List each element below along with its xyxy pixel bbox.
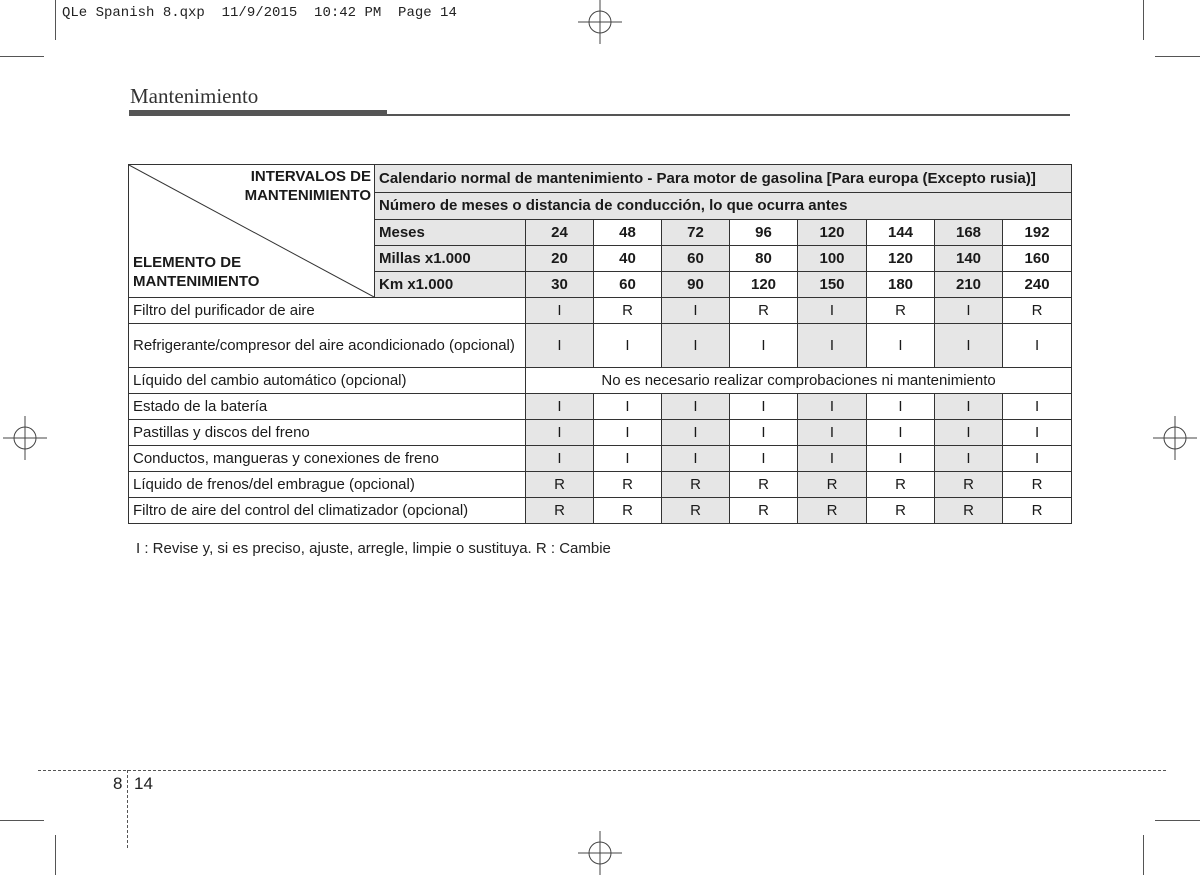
item-action: I [935,420,1003,446]
item-action: I [594,420,662,446]
item-action: I [526,394,594,420]
title-rule-thin [387,114,1070,116]
interval-value: 144 [867,220,935,246]
interval-note: Número de meses o distancia de conducción, lo que ocurra antes [375,193,1072,220]
item-action: I [798,420,867,446]
item-action: I [798,324,867,368]
interval-value: 120 [867,246,935,272]
item-action: I [1003,420,1072,446]
item-action: R [594,472,662,498]
item-action: I [594,394,662,420]
interval-value: 60 [662,246,730,272]
interval-row-label: Millas x1.000 [375,246,526,272]
item-label: Líquido del cambio automático (opcional) [129,368,526,394]
interval-value: 20 [526,246,594,272]
item-action: R [730,498,798,524]
item-label: Filtro del purificador de aire [129,298,526,324]
item-action: I [1003,324,1072,368]
item-span-note: No es necesario realizar comprobaciones ni mantenimiento [526,368,1072,394]
table-row [129,498,1072,524]
item-action: R [1003,498,1072,524]
item-action: I [867,446,935,472]
item-label: Pastillas y discos del freno [129,420,526,446]
interval-value: 168 [935,220,1003,246]
interval-value: 30 [526,272,594,298]
item-action: I [730,394,798,420]
item-action: I [935,298,1003,324]
item-action: I [526,324,594,368]
interval-value: 72 [662,220,730,246]
maintenance-schedule-table [128,164,1072,524]
interval-value: 180 [867,272,935,298]
interval-value: 80 [730,246,798,272]
corner-items-label: ELEMENTO DE MANTENIMIENTO [133,254,260,290]
crop-mark-top-left-h [0,56,44,57]
item-action: I [935,324,1003,368]
interval-value: 140 [935,246,1003,272]
interval-value: 40 [594,246,662,272]
item-action: R [730,298,798,324]
item-action: R [798,498,867,524]
corner-intervals-label: INTERVALOS DE MANTENIMIENTO [244,168,371,204]
item-action: R [935,472,1003,498]
item-action: R [798,472,867,498]
table-row [129,324,1072,368]
item-action: I [662,420,730,446]
item-action: R [526,498,594,524]
crop-mark-bottom-left-h [0,820,44,821]
item-action: I [867,324,935,368]
interval-value: 96 [730,220,798,246]
interval-value: 90 [662,272,730,298]
registration-mark-right-icon [1153,416,1197,460]
interval-value: 24 [526,220,594,246]
item-action: R [935,498,1003,524]
registration-mark-top-icon [578,0,622,44]
interval-value: 100 [798,246,867,272]
interval-value: 48 [594,220,662,246]
item-action: R [867,298,935,324]
item-action: R [594,498,662,524]
item-action: I [594,446,662,472]
interval-value: 240 [1003,272,1072,298]
item-action: I [867,394,935,420]
item-label: Conductos, mangueras y conexiones de freno [129,446,526,472]
registration-mark-bottom-icon [578,831,622,875]
item-label: Estado de la batería [129,394,526,420]
item-action: I [798,394,867,420]
registration-mark-left-icon [3,416,47,460]
item-action: I [935,446,1003,472]
crop-mark-top-left-v [55,0,56,40]
chapter-number: 8 [113,774,123,793]
table-row [129,420,1072,446]
interval-value: 60 [594,272,662,298]
item-action: I [798,446,867,472]
crop-mark-top-right-h [1155,56,1200,57]
crop-mark-top-right-v [1143,0,1144,40]
item-action: I [662,394,730,420]
item-action: I [867,420,935,446]
item-action: I [935,394,1003,420]
item-action: I [594,324,662,368]
table-corner-header [129,165,375,298]
crop-mark-bottom-right-v [1143,835,1144,875]
item-action: I [1003,446,1072,472]
item-action: R [730,472,798,498]
footer-dashed-rule [38,770,1166,771]
item-action: I [526,420,594,446]
item-action: R [526,472,594,498]
item-action: I [1003,394,1072,420]
section-title: Mantenimiento [130,84,259,108]
interval-value: 120 [730,272,798,298]
print-slug-header: QLe Spanish 8.qxp 11/9/2015 10:42 PM Page 14 [62,5,457,21]
table-row [129,368,1072,394]
interval-value: 120 [798,220,867,246]
item-label: Filtro de aire del control del climatizador (opcional) [129,498,526,524]
footer-dashed-divider [127,770,128,848]
item-action: I [730,446,798,472]
table-row [129,472,1072,498]
crop-mark-bottom-right-h [1155,820,1200,821]
schedule-title: Calendario normal de mantenimiento - Para motor de gasolina [Para europa (Excepto rusia)] [375,165,1072,193]
item-action: R [1003,298,1072,324]
interval-value: 192 [1003,220,1072,246]
interval-value: 160 [1003,246,1072,272]
item-label: Refrigerante/compresor del aire acondicionado (opcional) [129,324,526,368]
item-action: R [662,498,730,524]
item-action: I [526,298,594,324]
page-number: 14 [134,774,153,793]
interval-value: 150 [798,272,867,298]
item-action: R [594,298,662,324]
crop-mark-bottom-left-v [55,835,56,875]
item-action: I [662,446,730,472]
item-action: I [730,420,798,446]
table-legend: I : Revise y, si es preciso, ajuste, arregle, limpie o sustituya. R : Cambie [136,540,611,557]
item-action: I [662,298,730,324]
item-action: R [867,472,935,498]
table-row [129,298,1072,324]
item-action: I [798,298,867,324]
item-action: I [662,324,730,368]
item-action: R [1003,472,1072,498]
table-row [129,446,1072,472]
item-label: Líquido de frenos/del embrague (opcional) [129,472,526,498]
item-action: I [730,324,798,368]
title-rule-thick [129,110,387,116]
interval-row-label: Meses [375,220,526,246]
item-action: R [867,498,935,524]
interval-value: 210 [935,272,1003,298]
interval-row-label: Km x1.000 [375,272,526,298]
item-action: R [662,472,730,498]
item-action: I [526,446,594,472]
table-row [129,394,1072,420]
